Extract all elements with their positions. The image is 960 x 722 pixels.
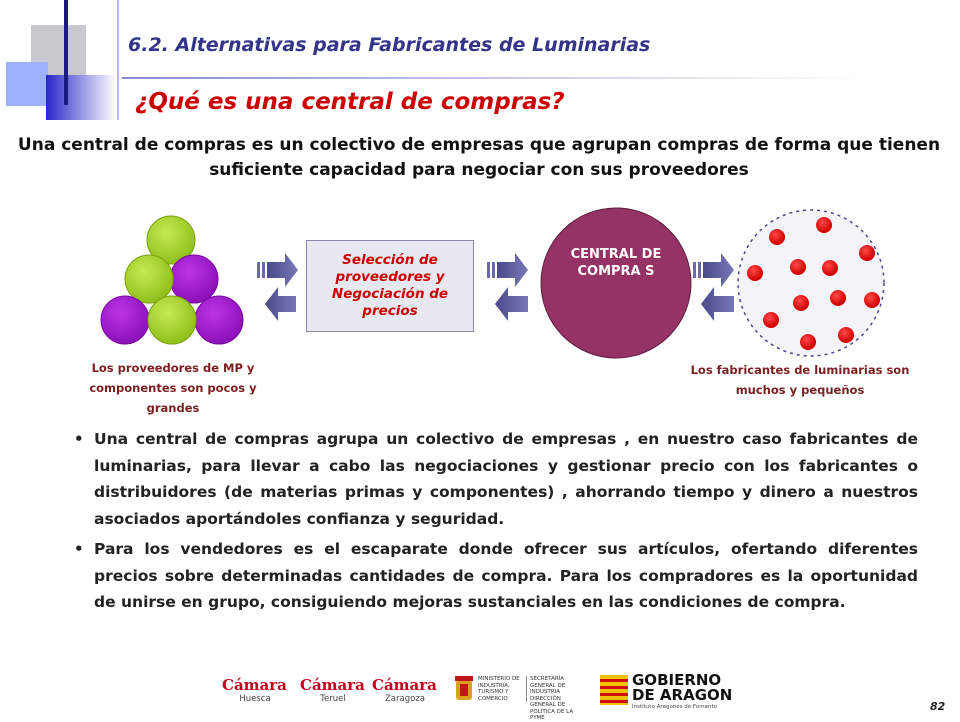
process-box-label: Selección de proveedores y Negociación de precios	[331, 252, 449, 319]
manufacturers-circle	[738, 210, 884, 356]
arrow-left-icon	[265, 287, 296, 321]
central-circle	[541, 208, 691, 358]
bullet-icon: •	[74, 540, 84, 558]
process-box	[306, 240, 474, 332]
bullet-item	[72, 536, 918, 616]
arrow-right-icon	[257, 253, 298, 287]
logo-camara-zaragoza: Cámara Zaragoza	[372, 676, 437, 704]
purple-sphere	[170, 255, 218, 303]
red-dot	[822, 260, 838, 276]
red-dot	[864, 292, 880, 308]
purple-sphere	[101, 296, 149, 344]
section-title: 6.2. Alternativas para Fabricantes de Luminarias	[128, 34, 651, 56]
red-dot	[790, 259, 806, 275]
red-dot	[830, 290, 846, 306]
bullet-text: Una central de compras agrupa un colectivo de empresas , en nuestro caso fabricantes de luminarias, para llevar a cabo las negociaciones y gestionar precio con los fabricantes o distribuidores (de materias primas y componentes) , ahorrando tiempo y dinero a nuestros asociados aportándoles confianza y seguridad.	[94, 430, 918, 528]
page-title: ¿Qué es una central de compras?	[135, 89, 565, 115]
logo-ministerio: MINISTERIO DE INDUSTRIA, TURISMO Y COMERCIO SECRETARÍA GENERAL DE INDUSTRIA DIRECCIÓN GENERAL DE POLÍTICA DE LA PYME	[452, 674, 582, 710]
red-dot	[747, 265, 763, 281]
bullet-icon: •	[74, 430, 84, 448]
purple-sphere	[195, 296, 243, 344]
arrow-right-icon	[693, 253, 734, 287]
red-dot	[769, 229, 785, 245]
bullet-text: Para los vendedores es el escaparate donde ofrecer sus artículos, ofertando diferentes precios sobre determinadas cantidades de compra. Para los compradores es la oportunidad de unirse en grupo, consiguiendo mejoras sustanciales en las condiciones de compra.	[94, 540, 918, 611]
logo-camara-teruel: Cámara Teruel	[300, 676, 365, 704]
arrow-left-icon	[701, 287, 734, 321]
red-dot	[800, 334, 816, 350]
arrow-right-icon	[487, 253, 528, 287]
logo-gobierno-aragon: GOBIERNO DE ARAGON Instituto Aragonés de Fomento	[600, 672, 730, 712]
green-sphere	[125, 255, 173, 303]
central-label: CENTRAL DE COMPRA S	[570, 247, 662, 279]
arrow-left-icon	[495, 287, 528, 321]
bullet-item	[72, 426, 918, 532]
red-dot	[816, 217, 832, 233]
logo-camara-huesca: Cámara Huesca	[222, 676, 287, 704]
green-sphere	[148, 296, 196, 344]
definition-text: Una central de compras es un colectivo de empresas que agrupan compras de forma que tienen suficiente capacidad para negociar con sus proveedores	[17, 135, 941, 180]
supplier-spheres	[101, 216, 243, 344]
red-dot	[763, 312, 779, 328]
red-dot	[793, 295, 809, 311]
red-dot	[859, 245, 875, 261]
page-number: 82	[930, 700, 946, 713]
suppliers-caption: Los proveedores de MP y componentes son pocos y grandes	[89, 361, 257, 415]
red-dot	[838, 327, 854, 343]
aragon-flag-icon	[600, 675, 628, 705]
manufacturers-caption: Los fabricantes de luminarias son muchos y pequeños	[690, 363, 910, 397]
coat-of-arms-icon	[452, 676, 476, 706]
bullet-list	[72, 426, 918, 620]
